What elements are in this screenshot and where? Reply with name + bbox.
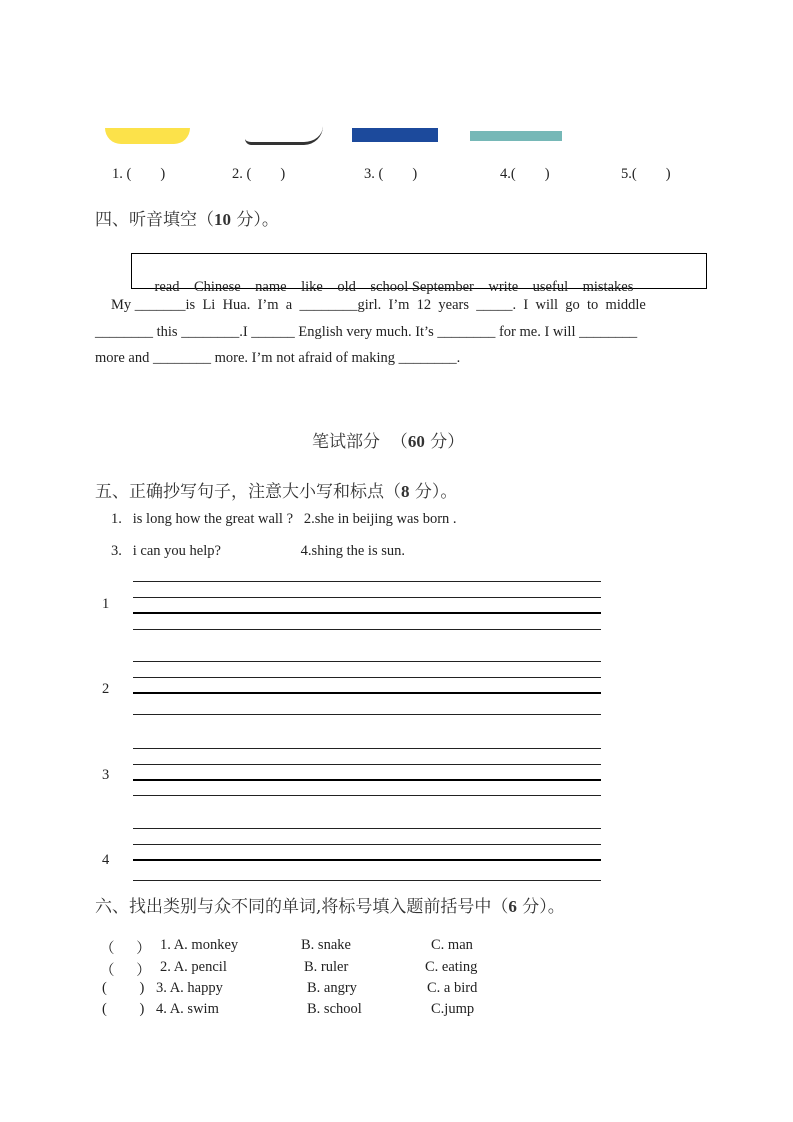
answer-3[interactable]: 3. ( ) (364, 166, 418, 182)
answer-1[interactable]: 1. ( ) (112, 166, 166, 182)
row3-option-b: B. angry (307, 980, 357, 996)
row3-option-c: C. a bird (427, 980, 478, 996)
answer-2[interactable]: 2. ( ) (232, 166, 286, 182)
line-number-4: 4 (102, 852, 110, 868)
section6-title: 六、找出类别与众不同的单词,将标号填入题前括号中（6 分）。 (95, 897, 565, 917)
cloze-line-2: ________ this ________.I ______ English very much. It’s ________ for me. I will ________ (95, 324, 638, 340)
writing-line[interactable] (133, 677, 601, 678)
writing-line[interactable] (133, 629, 601, 630)
writing-line[interactable] (133, 714, 601, 715)
row4-option-a: 4. A. swim (156, 1001, 219, 1017)
line-number-3: 3 (102, 767, 110, 783)
writing-line[interactable] (133, 612, 601, 614)
cloze-line-3: more and ________ more. I’m not afraid of making ________. (95, 350, 461, 366)
writing-line[interactable] (133, 795, 601, 796)
section5-title: 五、正确抄写句子，注意大小写和标点（8 分）。 (95, 482, 458, 502)
picture-2-shoe (245, 126, 323, 145)
writing-line[interactable] (133, 692, 601, 694)
cloze-line-1: My _______is Li Hua. I’m a ________girl. I’m 12 years _____. I will go to middle (111, 297, 646, 313)
writing-line[interactable] (133, 661, 601, 662)
section4-title: 四、听音填空（10 分）。 (95, 210, 279, 230)
row2-option-c: C. eating (425, 959, 478, 975)
line-number-2: 2 (102, 681, 110, 697)
writing-line[interactable] (133, 859, 601, 861)
writing-line[interactable] (133, 779, 601, 781)
answer-4[interactable]: 4.( ) (500, 166, 550, 182)
copy-items-1: 1. is long how the great wall ? 2.she in beijing was born . (111, 511, 457, 527)
row1-option-c: C. man (431, 937, 473, 953)
row2-option-b: B. ruler (304, 959, 349, 975)
writing-line[interactable] (133, 597, 601, 598)
row4-option-c: C.jump (431, 1001, 475, 1017)
row3-option-a: 3. A. happy (156, 980, 223, 996)
writing-line[interactable] (133, 844, 601, 845)
writing-line[interactable] (133, 828, 601, 829)
row1-option-a: 1. A. monkey (160, 937, 239, 953)
row4-bracket[interactable]: ( ) (102, 1001, 145, 1017)
writing-line[interactable] (133, 581, 601, 582)
writing-line[interactable] (133, 748, 601, 749)
row2-option-a: 2. A. pencil (160, 959, 227, 975)
word-bank: read Chinese name like old school September write useful mistakes (154, 279, 634, 295)
written-part-title: 笔试部分 （60 分） (312, 432, 465, 452)
row1-bracket[interactable]: （ ） (100, 941, 151, 957)
answer-5[interactable]: 5.( ) (621, 166, 671, 182)
writing-line[interactable] (133, 764, 601, 765)
row3-bracket[interactable]: ( ) (102, 980, 145, 996)
picture-3-space (352, 128, 438, 142)
picture-1-sun (105, 128, 190, 144)
row2-bracket[interactable]: （ ） (100, 963, 151, 979)
line-number-1: 1 (102, 596, 110, 612)
row1-option-b: B. snake (301, 937, 351, 953)
copy-items-2: 3. i can you help? 4.shing the is sun. (111, 543, 406, 559)
row4-option-b: B. school (307, 1001, 362, 1017)
writing-line[interactable] (133, 880, 601, 881)
picture-4-water (470, 131, 562, 141)
